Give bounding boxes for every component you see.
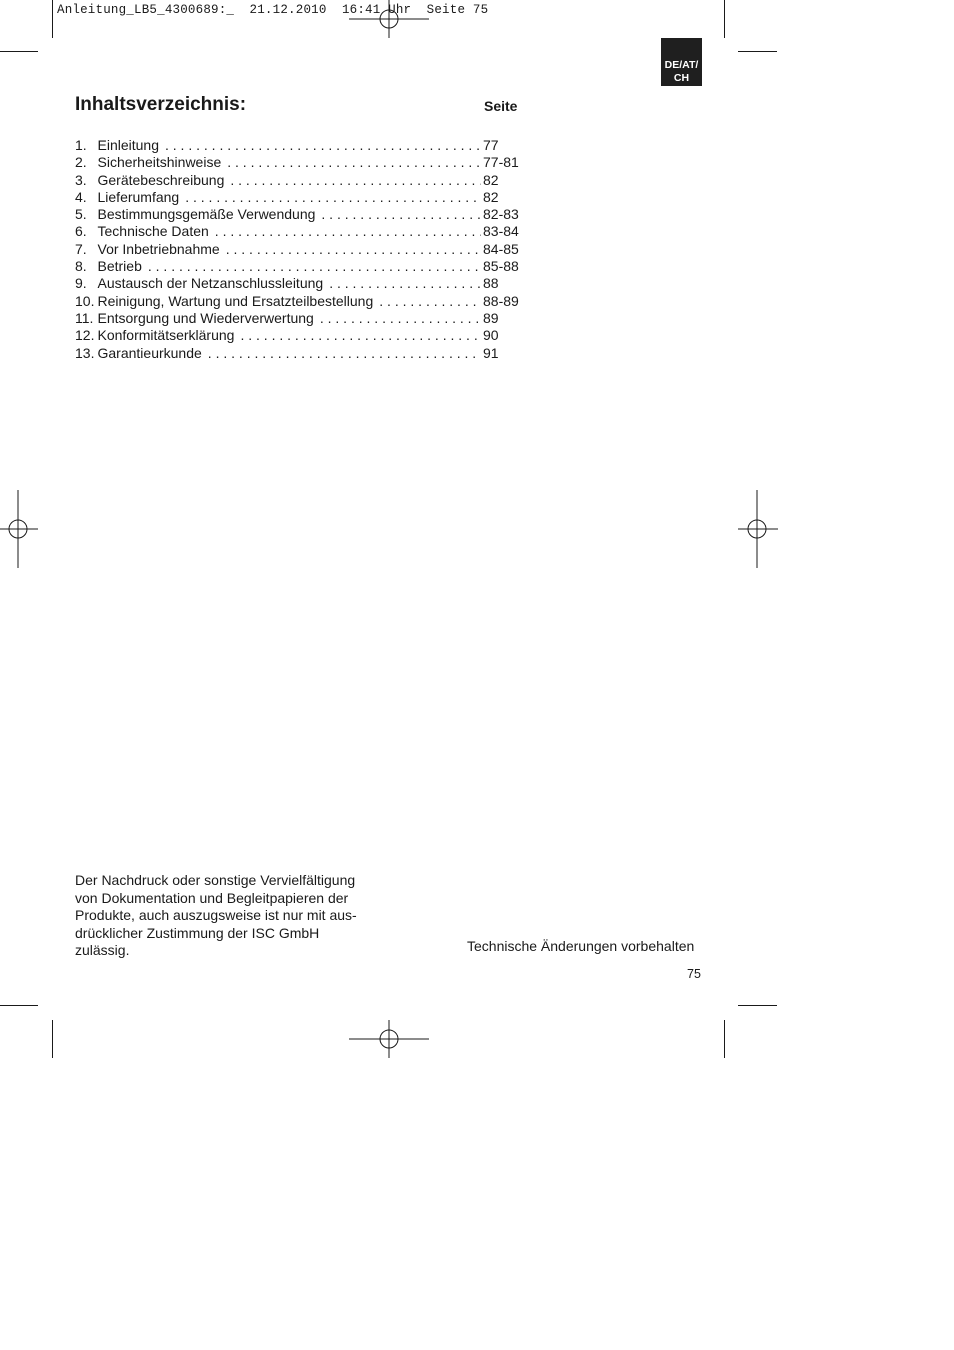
language-badge-line-1: DE/AT/ (664, 59, 699, 71)
toc-entry-label: Austausch der Netzanschlussleitung (97, 275, 324, 292)
toc-entry-page: 82 (483, 171, 499, 188)
toc-leader-dots (227, 154, 481, 171)
toc-entry (75, 206, 521, 223)
toc-entry-number: 7. (75, 240, 87, 257)
copyright-line: zulässig. (75, 942, 130, 958)
toc-entry-number: 9. (75, 275, 87, 292)
toc-leader-dots (240, 327, 481, 344)
copyright-line: Der Nachdruck oder sonstige Vervielfältigung (75, 872, 356, 888)
copyright-line: drücklicher Zustimmung der ISC GmbH (75, 924, 320, 941)
copyright-line: Produkte, auch auszugsweise ist nur mit aus- (75, 907, 357, 923)
toc-entry-number: 1. (75, 137, 87, 153)
toc-entry-number: 10. (75, 292, 95, 309)
toc-entry-number: 11. (75, 309, 94, 326)
toc-entry-number: 2. (75, 154, 87, 171)
toc-list (75, 137, 521, 362)
toc-entry-label: Vor Inbetriebnahme (97, 240, 220, 257)
toc-entry (75, 223, 521, 240)
toc-entry (75, 189, 521, 206)
toc-leader-dots (185, 189, 481, 206)
crop-mark (738, 51, 777, 52)
toc-leader-dots (321, 206, 481, 223)
toc-entry-label: Technische Daten (97, 223, 209, 240)
toc-entry-label: Bestimmungsgemäße Verwendung (97, 206, 316, 223)
toc-leader-dots (226, 241, 481, 258)
toc-page-column-label: Seite (484, 98, 518, 114)
toc-entry (75, 293, 521, 310)
page-number: 75 (687, 967, 701, 981)
toc-leader-dots (148, 258, 481, 275)
toc-leader-dots (379, 293, 481, 310)
toc-entry-number: 12. (75, 327, 95, 344)
registration-mark-bottom (349, 1020, 429, 1058)
crop-mark (52, 0, 53, 38)
toc-entry-page: 82 (483, 188, 499, 205)
registration-mark-left (0, 490, 38, 568)
registration-mark-right (738, 490, 778, 568)
toc-entry-page: 90 (483, 327, 499, 344)
toc-entry-number: 5. (75, 206, 87, 223)
toc-entry-label: Einleitung (97, 137, 159, 153)
toc-entry-page: 88 (483, 275, 499, 292)
toc-entry-label: Lieferumfang (97, 188, 180, 205)
toc-entry-number: 8. (75, 258, 87, 275)
toc-leader-dots (320, 310, 481, 327)
toc-leader-dots (215, 223, 481, 240)
toc-entry-label: Gerätebeschreibung (97, 171, 225, 188)
toc-entry-label: Sicherheitshinweise (97, 154, 222, 171)
copyright-notice (75, 872, 375, 960)
toc-entry (75, 327, 521, 344)
crop-mark (0, 51, 38, 52)
toc-entry-page: 82-83 (483, 206, 519, 223)
crop-mark (738, 1005, 777, 1006)
toc-entry-page: 77 (483, 137, 499, 153)
toc-entry (75, 310, 521, 327)
toc-title: Inhaltsverzeichnis: (75, 94, 247, 115)
toc-entry (75, 241, 521, 258)
toc-leader-dots (208, 345, 481, 362)
toc-leader-dots (230, 172, 481, 189)
toc-entry-page: 88-89 (483, 292, 519, 309)
print-header: Anleitung_LB5_4300689:_ 21.12.2010 16:41 Uhr Seite 75 (57, 3, 489, 17)
toc-entry (75, 137, 521, 154)
registration-mark-top (349, 0, 429, 38)
toc-entry-label: Reinigung, Wartung und Ersatzteilbestellung (97, 292, 374, 309)
toc-entry-label: Garantieurkunde (97, 344, 202, 361)
toc-entry-label: Betrieb (97, 258, 142, 275)
crop-mark (724, 1020, 725, 1058)
toc-entry (75, 258, 521, 275)
toc-entry (75, 154, 521, 171)
crop-mark (0, 1005, 38, 1006)
language-badge-line-2: CH (673, 72, 690, 84)
toc-entry-page: 77-81 (483, 154, 519, 171)
toc-entry-page: 89 (483, 309, 499, 326)
toc-entry-page: 91 (483, 344, 499, 361)
toc-entry-label: Konformitätserklärung (97, 327, 235, 344)
toc-entry (75, 172, 521, 189)
toc-entry (75, 275, 521, 292)
toc-entry-page: 83-84 (483, 223, 519, 240)
toc-entry-page: 84-85 (483, 240, 519, 257)
copyright-line: von Dokumentation und Begleitpapieren der (75, 889, 349, 906)
toc-entry-number: 6. (75, 223, 87, 240)
crop-mark (724, 0, 725, 38)
toc-leader-dots (165, 137, 481, 154)
toc-leader-dots (329, 275, 481, 292)
language-badge (661, 38, 702, 86)
toc-entry-number: 3. (75, 171, 87, 188)
toc-entry-page: 85-88 (483, 258, 519, 275)
toc-entry-number: 4. (75, 188, 87, 205)
changes-note: Technische Änderungen vorbehalten (467, 938, 695, 954)
toc-entry-label: Entsorgung und Wiederverwertung (97, 309, 314, 326)
toc-entry-number: 13. (75, 344, 95, 361)
crop-mark (52, 1020, 53, 1058)
toc-entry (75, 345, 521, 362)
